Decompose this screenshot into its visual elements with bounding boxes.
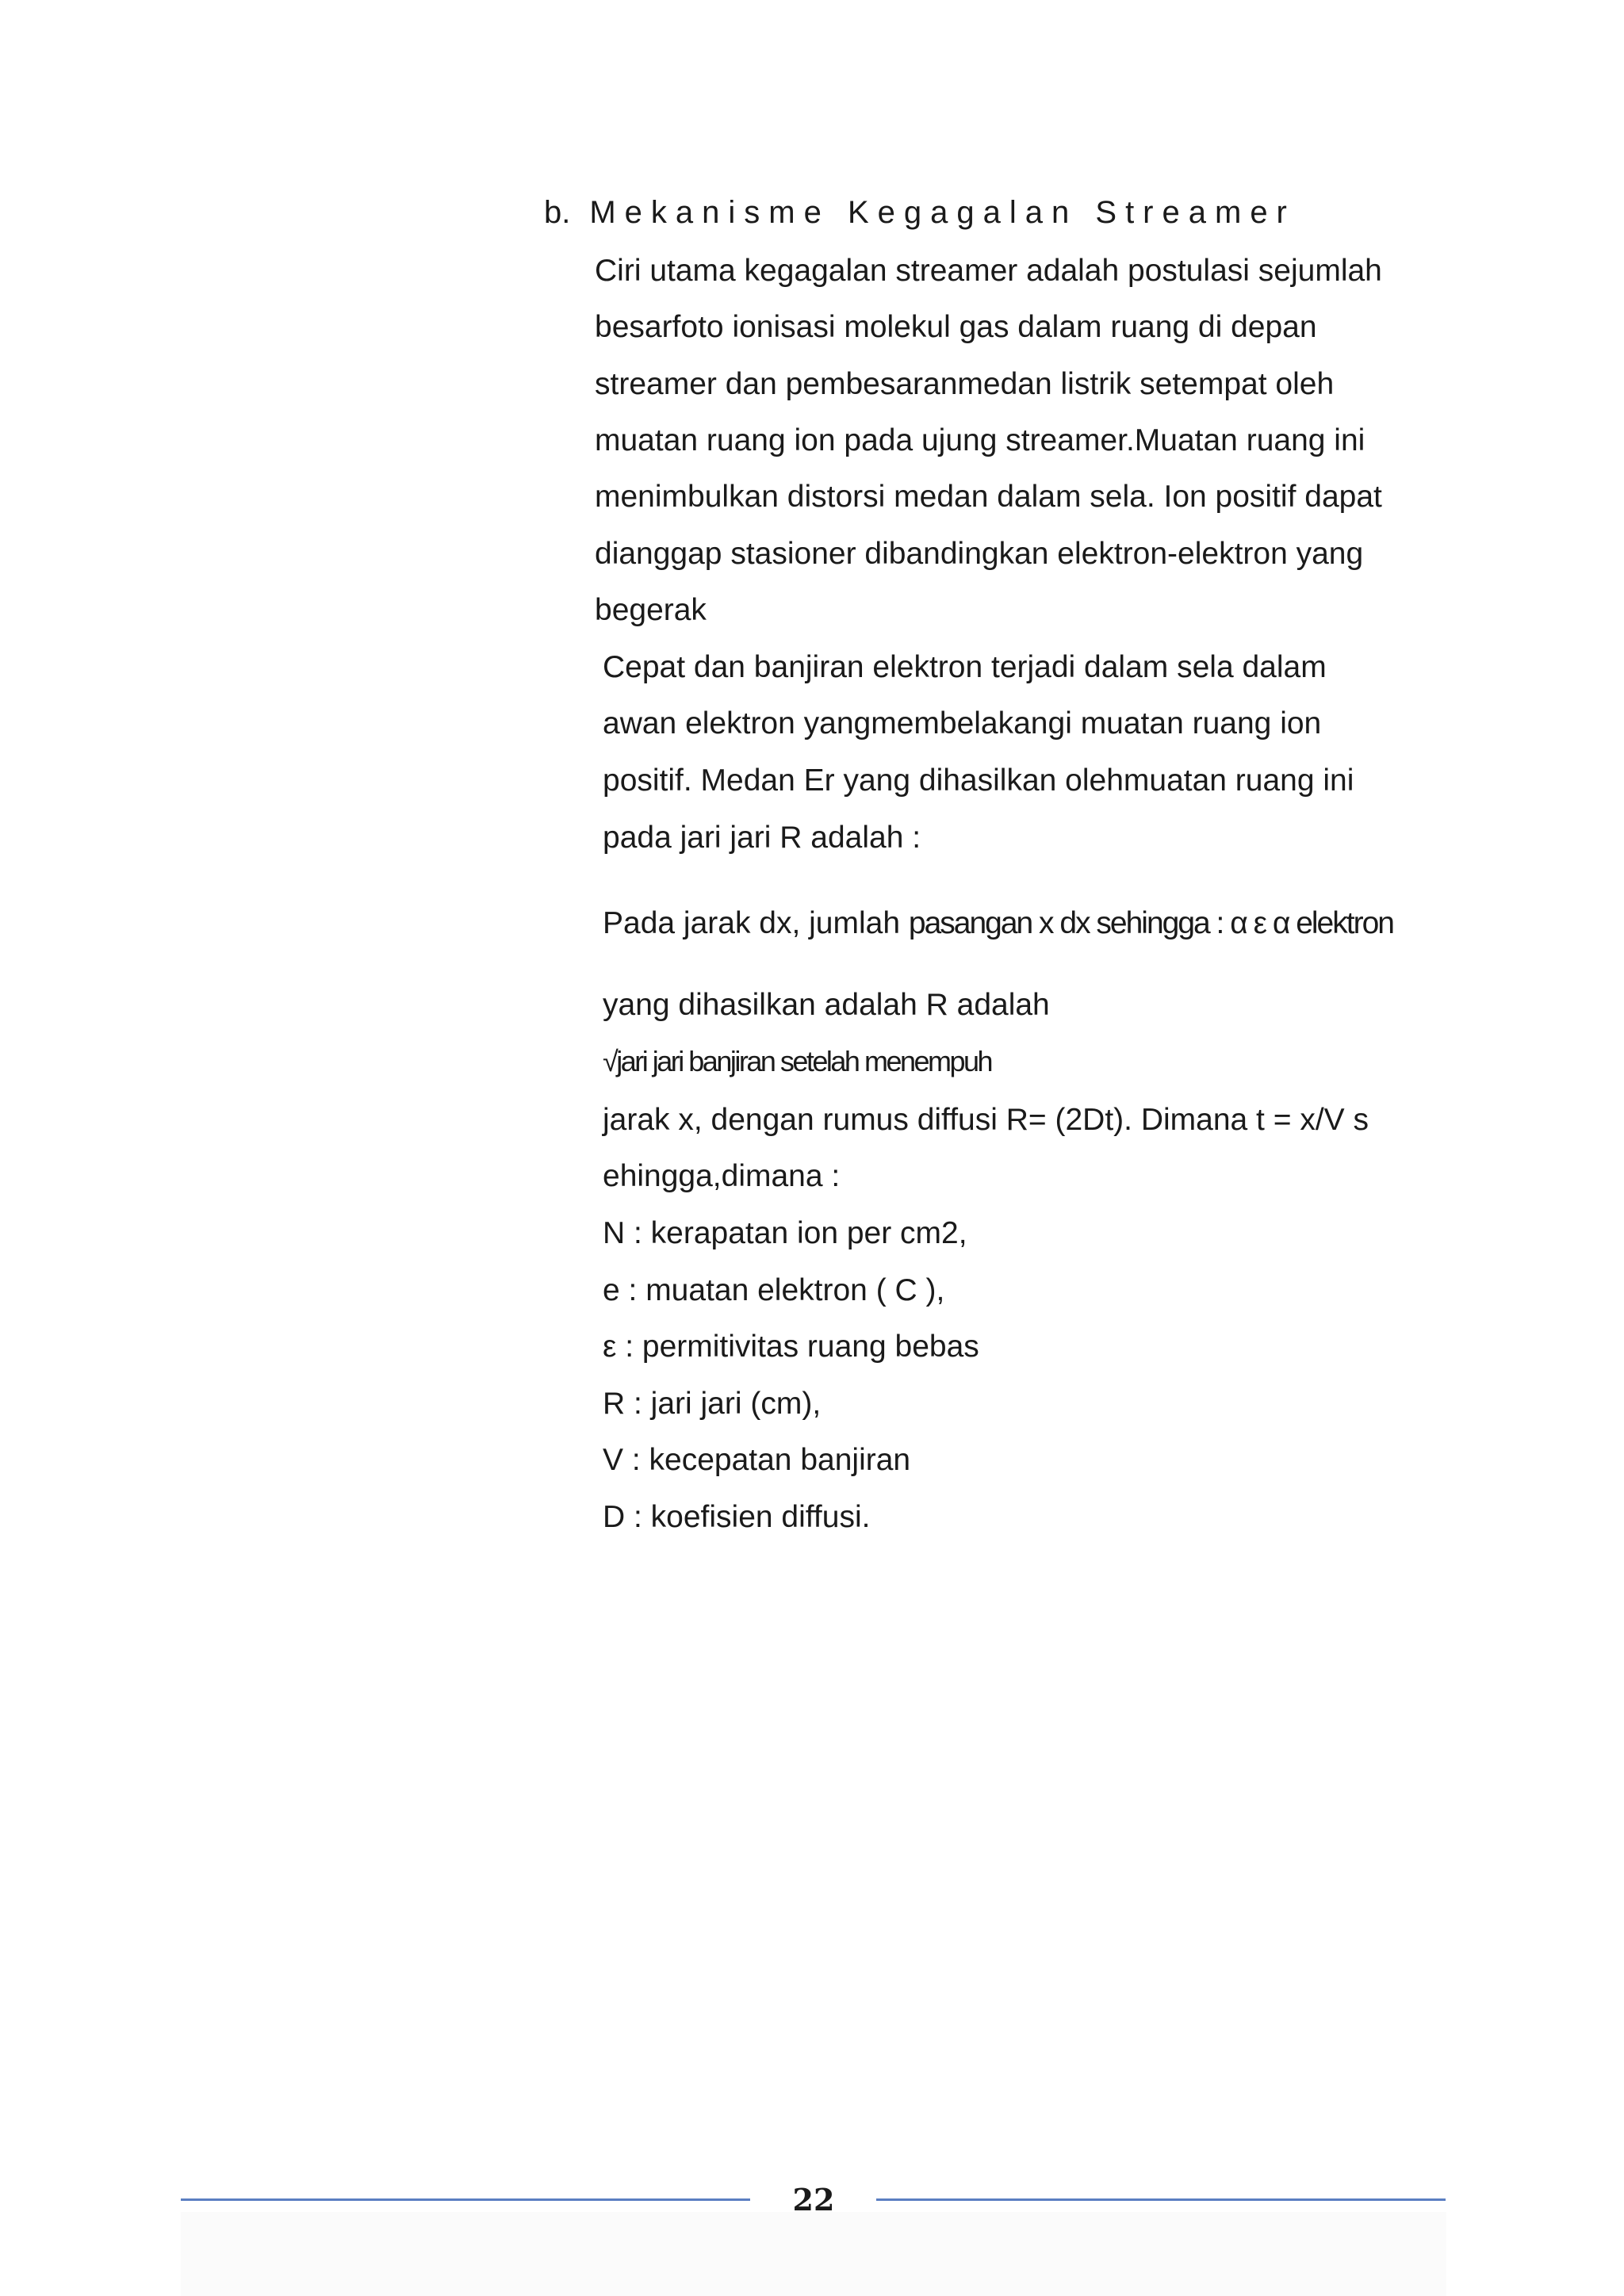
sqrt-line: √jari jari banjiran setelah menempuh <box>603 1045 992 1077</box>
section-title: Mekanisme Kegagalan Streamer <box>589 195 1296 230</box>
paragraph-line: awan elektron yangmembelakangi muatan ruang ion <box>603 706 1322 740</box>
formula-prefix: Pada jarak dx, jumlah <box>603 906 909 940</box>
definition-item: N : kerapatan ion per cm2, <box>603 1216 967 1250</box>
definition-item: V : kecepatan banjiran <box>603 1443 911 1477</box>
formula-line <box>603 908 1393 939</box>
definition-item: ε : permitivitas ruang bebas <box>603 1330 979 1364</box>
paragraph-line: begerak <box>595 593 707 627</box>
footer-rule-left <box>181 2198 750 2201</box>
definition-item: e : muatan elektron ( C ), <box>603 1273 945 1307</box>
paragraph-line: ehingga,dimana : <box>603 1159 841 1193</box>
paragraph-line: positif. Medan Er yang dihasilkan olehmuatan ruang ini <box>603 763 1354 798</box>
definition-item: R : jari jari (cm), <box>603 1387 822 1421</box>
section-heading <box>544 195 1296 231</box>
definition-item: D : koefisien diffusi. <box>603 1500 871 1534</box>
paragraph-line: yang dihasilkan adalah R adalah <box>603 988 1050 1022</box>
paragraph-line: jarak x, dengan rumus diffusi R= (2Dt). Dimana t = x/V s <box>603 1103 1369 1137</box>
paragraph-line: Cepat dan banjiran elektron terjadi dalam sela dalam <box>603 650 1327 684</box>
paragraph-line: menimbulkan distorsi medan dalam sela. Ion positif dapat <box>595 480 1382 514</box>
page-number: 22 <box>792 2182 835 2218</box>
paragraph-line: muatan ruang ion pada ujung streamer.Muatan ruang ini <box>595 423 1365 457</box>
footer-rule-right <box>876 2198 1446 2201</box>
paragraph-line: streamer dan pembesaranmedan listrik setempat oleh <box>595 367 1335 401</box>
paragraph-line: dianggap stasioner dibandingkan elektron-elektron yang <box>595 537 1364 571</box>
footer-band <box>181 2212 1446 2296</box>
formula-condensed: pasangan x dx sehingga : α ε α elektron <box>908 906 1393 940</box>
paragraph-line: pada jari jari R adalah : <box>603 821 921 855</box>
paragraph-line: Ciri utama kegagalan streamer adalah postulasi sejumlah <box>595 254 1382 288</box>
paragraph-line: besarfoto ionisasi molekul gas dalam ruang di depan <box>595 310 1317 344</box>
section-marker: b. <box>544 195 571 230</box>
